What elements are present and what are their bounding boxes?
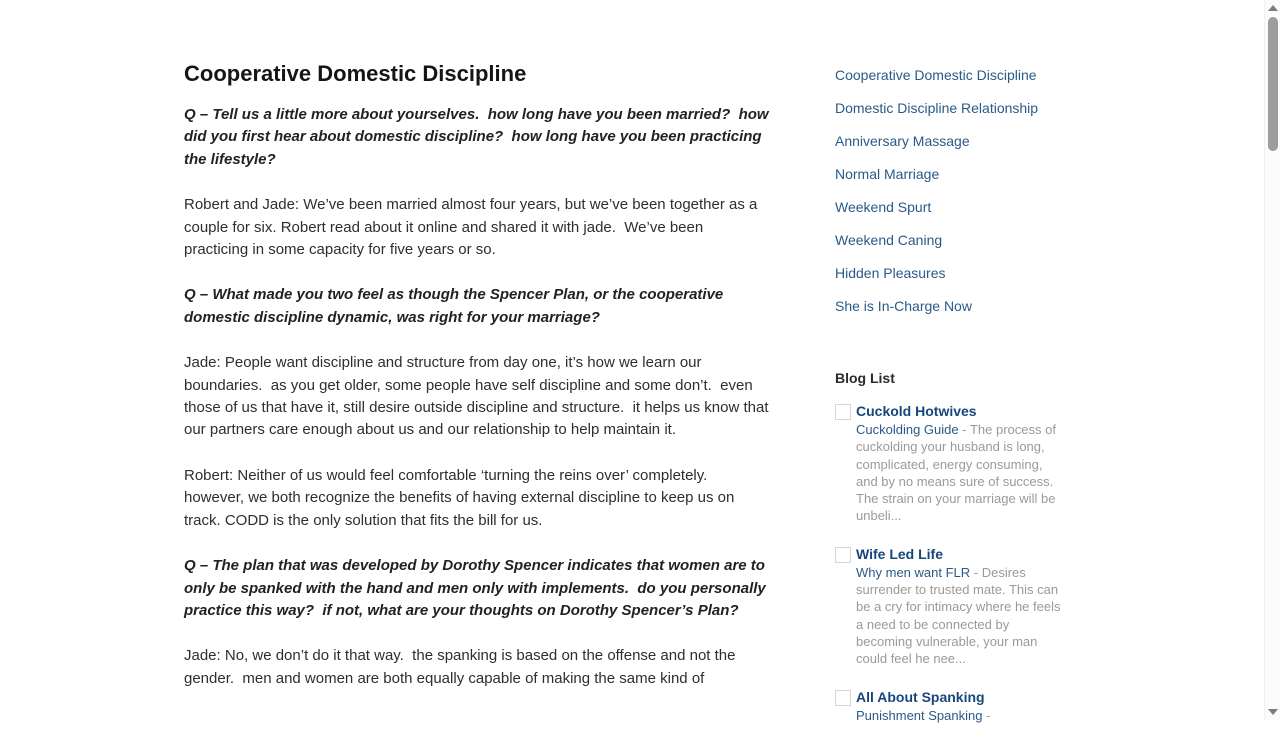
blog-post-link[interactable]: Why men want FLR	[856, 564, 971, 580]
article-question: Q – What made you two feel as though the Spencer Plan, or the cooperative domestic discipline dynamic, was right for your marriage?	[184, 286, 728, 326]
blog-post-link[interactable]: Punishment Spanking	[856, 707, 983, 723]
sidebar-link-hidden-pleasures[interactable]: Hidden Pleasures	[835, 265, 946, 281]
blog-list-header: Blog List	[835, 370, 895, 386]
sidebar-link-she-is-in-charge-now[interactable]: She is In-Charge Now	[835, 298, 972, 314]
blog-list-item	[835, 546, 1067, 668]
blog-snippet: -	[986, 707, 991, 723]
blog-item-body	[856, 689, 1064, 724]
blog-description	[856, 564, 1064, 668]
page-title: Cooperative Domestic Discipline	[184, 61, 527, 86]
sidebar	[835, 66, 1067, 745]
article-question: Q – Tell us a little more about yourselves. how long have you been married? how did you first hear about domestic discipline? how long have you been practicing the lifestyle?	[184, 106, 773, 168]
blog-list-item	[835, 689, 1067, 724]
article-answer: Jade: No, we don’t do it that way. the spanking is based on the offense and not the gender. men and women are both equally capable of making the same kind of	[184, 647, 740, 687]
blog-snippet: - Desires surrender to trusted mate. This can be a cry for intimacy where he feels a need to be connected by becoming vulnerable, your man could feel he nee...	[856, 564, 1061, 667]
scroll-down-icon[interactable]	[1268, 709, 1278, 715]
page-scrollbar[interactable]	[1264, 0, 1280, 720]
blog-list	[835, 403, 1067, 724]
blog-thumbnail-placeholder	[835, 404, 851, 420]
sidebar-link-cooperative-domestic-discipline[interactable]: Cooperative Domestic Discipline	[835, 67, 1037, 83]
article-question: Q – The plan that was developed by Dorothy Spencer indicates that women are to only be spanked with the hand and men only with implements. do you personally practice this way? if not, what are your thoughts on Dorothy Spencer’s Plan?	[184, 557, 770, 619]
blog-post-link[interactable]: Cuckolding Guide	[856, 422, 959, 437]
blog-description	[856, 421, 1064, 525]
blog-thumbnail-placeholder	[835, 690, 851, 706]
sidebar-link-weekend-spurt[interactable]: Weekend Spurt	[835, 199, 932, 215]
sidebar-link-normal-marriage[interactable]: Normal Marriage	[835, 166, 940, 182]
article-answer: Jade: People want discipline and structure from day one, it’s how we learn our boundaries. as you get older, some people have self discipline and some don’t. even those of us that have it, still desire outside discipline and structure. it helps us know that our partners care enough about us and our relationship to help maintain it.	[184, 354, 773, 439]
scroll-up-icon[interactable]	[1268, 5, 1278, 11]
scrollbar-thumb[interactable]	[1268, 17, 1278, 151]
article-answer: Robert and Jade: We’ve been married almost four years, but we’ve been together as a couple for six. Robert read about it online and shared it with jade. We’ve been practicing in some capacity for five years or so.	[184, 196, 762, 259]
blog-thumbnail-placeholder	[835, 547, 851, 563]
article-answer: Robert: Neither of us would feel comfortable ‘turning the reins over’ completely. however, we both recognize the benefits of having external discipline to keep us on track. CODD is the only solution that fits the bill for us.	[184, 466, 739, 529]
sidebar-link-domestic-discipline-relationship[interactable]: Domestic Discipline Relationship	[835, 100, 1039, 116]
blog-title-link[interactable]: Wife Led Life	[856, 545, 943, 562]
blog-item-body	[856, 403, 1064, 525]
blog-snippet: - The process of cuckolding your husband is long, complicated, energy consuming, and by no means sure of success. The strain on your marriage will be unbeli...	[856, 422, 1056, 524]
sidebar-page-links	[835, 66, 1067, 316]
blog-list-item	[835, 403, 1067, 525]
sidebar-link-anniversary-massage[interactable]: Anniversary Massage	[835, 133, 970, 149]
blog-item-body	[856, 546, 1064, 668]
blog-title-link[interactable]: All About Spanking	[856, 688, 985, 705]
sidebar-link-weekend-caning[interactable]: Weekend Caning	[835, 232, 943, 248]
blog-title-link[interactable]: Cuckold Hotwives	[856, 403, 977, 419]
article	[184, 60, 773, 713]
blog-description	[856, 707, 1064, 724]
